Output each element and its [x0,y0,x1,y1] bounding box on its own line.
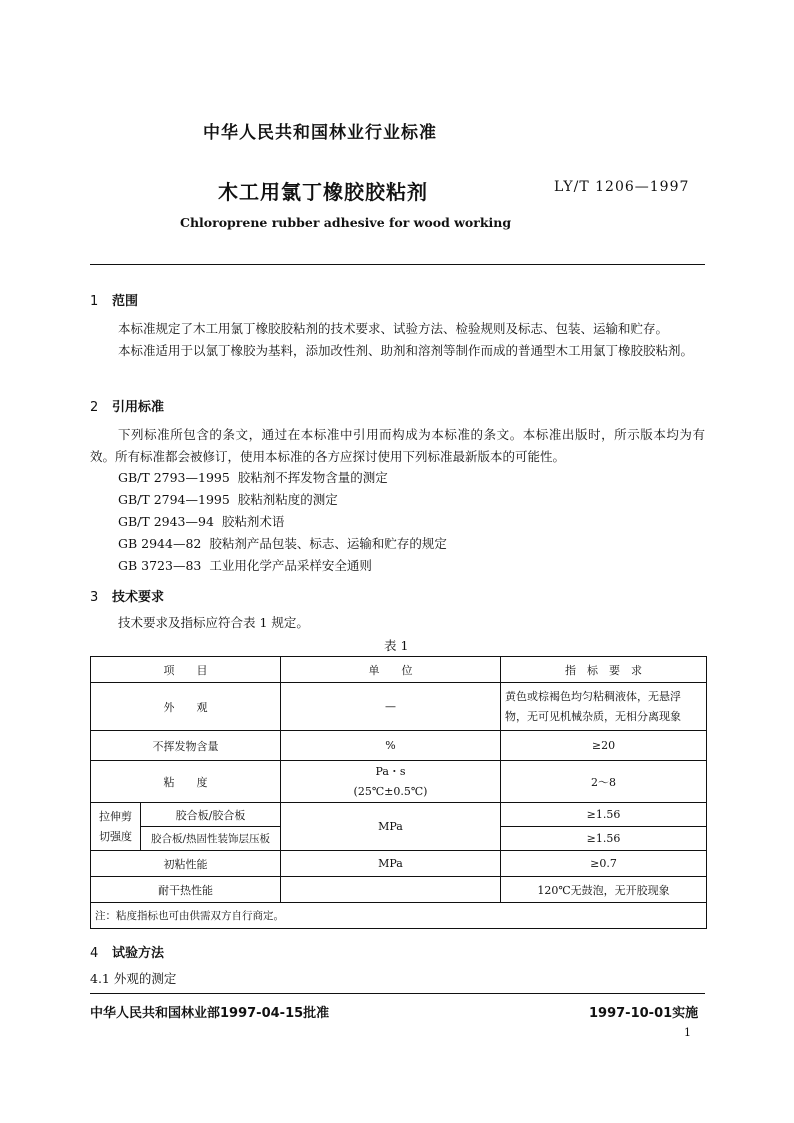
reference-name: 胶粘剂术语 [221,514,285,529]
shear-group-line-2: 切强度 [99,829,132,843]
section-2-heading [90,396,164,415]
reference-code: GB 3723—83 [118,558,202,573]
item-cell: 胶合板/热固性装饰层压板 [141,827,281,851]
shear-group-cell [91,803,141,851]
item-cell: 初粘性能 [91,851,281,877]
table-row [91,803,707,827]
unit-cell: MPa [281,851,501,877]
reference-code: GB/T 2793—1995 [118,470,230,485]
header-item: 项 目 [91,657,281,683]
reference-name: 胶粘剂产品包装、标志、运输和贮存的规定 [209,536,447,551]
footer-divider [90,993,705,994]
requirement-cell: 120℃无鼓泡，无开胶现象 [501,877,707,903]
requirement-cell: ≥20 [501,731,707,761]
section-3-title: 技术要求 [112,590,165,605]
document-title-chinese: 木工用氯丁橡胶胶粘剂 [218,180,428,204]
standard-category-title: 中华人民共和国林业行业标准 [203,123,437,143]
item-cell: 粘 度 [91,761,281,803]
section-1-paragraph-2: 本标准适用于以氯丁橡胶为基料，添加改性剂、助剂和溶剂等制作而成的普通型木工用氯丁橡胶胶粘剂。 [118,343,694,358]
reference-item [118,512,284,530]
requirement-cell: ≥0.7 [501,851,707,877]
table-row [91,851,707,877]
unit-condition: (25℃±0.5℃) [353,784,428,798]
requirement-cell: ≥1.56 [501,803,707,827]
reference-item [118,490,338,508]
requirement-cell: 2～8 [501,761,707,803]
section-4-title: 试验方法 [112,946,165,961]
header-unit: 单 位 [281,657,501,683]
section-1-number: 1 [90,294,99,309]
section-1-paragraph-1: 本标准规定了木工用氯丁橡胶胶粘剂的技术要求、试验方法、检验规则及标志、包装、运输和贮存。 [118,321,669,336]
page-number: 1 [684,1026,691,1039]
document-title-english: Chloroprene rubber adhesive for wood working [180,215,512,230]
reference-code: GB/T 2794—1995 [118,492,230,507]
effective-date: 1997-10-01实施 [589,1006,699,1021]
item-cell: 不挥发物含量 [91,731,281,761]
unit-cell: MPa [281,803,501,851]
table-row [91,731,707,761]
reference-code: GB 2944—82 [118,536,202,551]
reference-item [118,556,372,574]
standard-code: LY/T 1206—1997 [554,179,690,195]
item-cell: 外 观 [91,683,281,731]
unit-cell: — [281,683,501,731]
section-3-number: 3 [90,590,99,605]
table-caption: 表 1 [384,638,409,653]
section-4-number: 4 [90,946,99,961]
table-row [91,761,707,803]
section-1-title: 范围 [112,294,139,309]
reference-item [118,468,388,486]
unit-cell [281,877,501,903]
section-1-heading [90,290,138,309]
section-3-heading [90,586,164,605]
header-divider [90,264,705,265]
spec-table [90,656,707,929]
unit-cell: % [281,731,501,761]
item-cell: 胶合板/胶合板 [141,803,281,827]
approval-line: 中华人民共和国林业部1997-04-15批准 [90,1006,330,1021]
header-requirement: 指 标 要 求 [501,657,707,683]
table-note: 注：粘度指标也可由供需双方自行商定。 [91,903,707,929]
reference-code: GB/T 2943—94 [118,514,214,529]
reference-name: 胶粘剂粘度的测定 [237,492,338,507]
section-3-paragraph-1: 技术要求及指标应符合表 1 规定。 [118,615,309,630]
unit-cell [281,761,501,803]
reference-name: 胶粘剂不挥发物含量的测定 [237,470,388,485]
section-4-heading [90,942,164,961]
subsection-4-1: 4.1 外观的测定 [90,971,177,986]
requirement-cell: ≥1.56 [501,827,707,851]
requirement-cell: 黄色或棕褐色均匀粘稠液体，无悬浮物，无可见机械杂质，无相分离现象 [501,683,707,731]
reference-name: 工业用化学产品采样安全通则 [209,558,372,573]
table-row [91,877,707,903]
table-note-row [91,903,707,929]
unit-line: Pa・s [375,764,406,778]
table-header-row [91,657,707,683]
reference-item [118,534,447,552]
section-2-paragraph-1: 下列标准所包含的条文，通过在本标准中引用而构成为本标准的条文。本标准出版时，所示版本均为有效。所有标准都会被修订，使用本标准的各方应探讨使用下列标准最新版本的可能性。 [90,427,705,464]
shear-group-line-1: 拉伸剪 [99,809,132,823]
table-row [91,683,707,731]
item-cell: 耐干热性能 [91,877,281,903]
section-2-number: 2 [90,400,99,415]
section-2-title: 引用标准 [112,400,165,415]
